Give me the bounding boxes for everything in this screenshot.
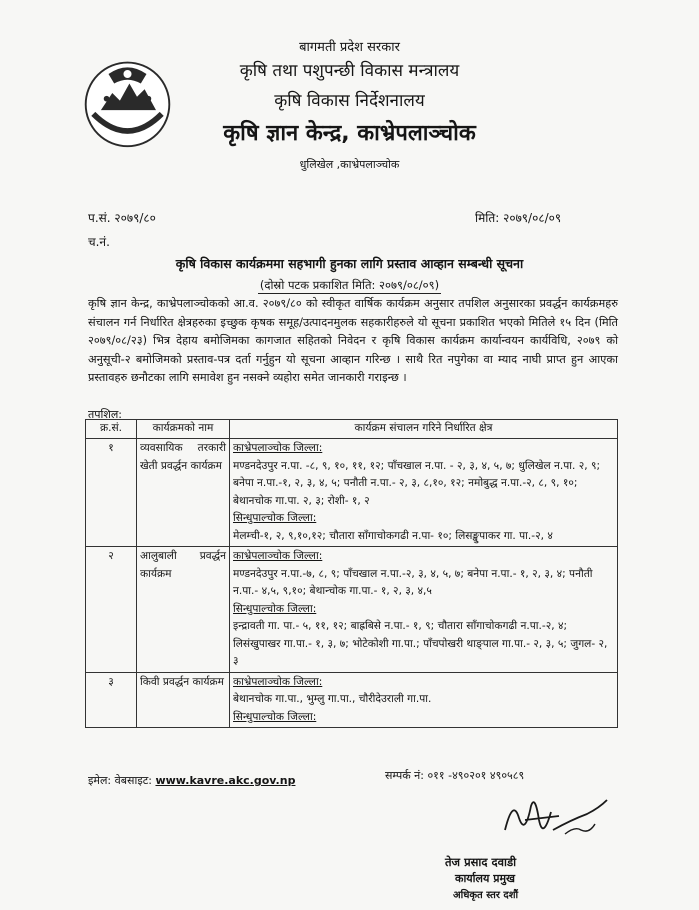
signatory-name: तेज प्रसाद दवाडी <box>445 855 517 869</box>
row-serial: ३ <box>86 672 137 728</box>
district-label: सिन्धुपाल्चोक जिल्ला: <box>233 710 317 723</box>
table-row <box>86 439 618 547</box>
schedule-label: तपशिल: <box>88 408 123 421</box>
row-serial: २ <box>86 547 137 673</box>
dispatch-number: च.नं. <box>88 235 110 249</box>
reference-number: प.सं. २०७९/८० <box>88 211 156 225</box>
row-program: व्यवसायिक तरकारी खेती प्रवर्द्धन कार्यक्रम <box>137 439 230 547</box>
notice-body: कृषि ज्ञान केन्द्र, काभ्रेपलाञ्चोकको आ.व. २०७९/८० को स्वीकृत वार्षिक कार्यक्रम अनुसार तपशिल अनुसारका प्रवर्द्धन कार्यक्रमहरु संचालन गर्न निर्धारित क्षेत्रहरुका इच्छुक कृषक समूह/उत्पादनमुलक सहकारीहरुले यो सूचना प्रकाशित भएको मितिले १५ दिन (मिति २०७९/०८/२३) भित्र देहाय बमोजिमका कागजात सहितको निवेदन र कृषि विकास कार्यक्रम कार्यान्वयन कार्यविधि, २०७९ को अनुसूची-२ बमोजिमको प्रस्ताव-पत्र दर्ता गर्नुहुन यो सूचना आव्हान गरिन्छ । साथै रित नपुगेका वा म्याद नाघी प्राप्त हुन आएका प्रस्तावहरु छनौटका लागि समावेश हुन नसक्ने व्यहोरा समेत जानकारी गराइन्छ । <box>88 297 618 384</box>
row-area <box>230 439 618 547</box>
district-areas: मण्डनदेउपुर न.पा.-७, ८, ९; पाँचखाल न.पा.-२, ३, ४, ५, ७; बनेपा न.पा.- १, २, ३, ४; पनौती न.पा.- ४,५, ९,१०; बेथान्चोक गा.पा.- १, २, ३, ४,५ <box>233 567 593 597</box>
letter-date: मिति: २०७९/०८/०९ <box>475 211 562 225</box>
district-label: सिन्धुपाल्चोक जिल्ला: <box>233 602 317 615</box>
district-label: सिन्धुपाल्चोक जिल्ला: <box>233 512 317 524</box>
header-line-3: कृषि विकास निर्देशनालय <box>274 91 425 111</box>
signature-icon <box>495 790 615 845</box>
row-area <box>230 672 618 728</box>
header-line-2: कृषि तथा पशुपन्छी विकास मन्त्रालय <box>239 61 460 81</box>
header-line-5: धुलिखेल ,काभ्रेपलाञ्चोक <box>299 158 400 171</box>
district-label: काभ्रेपलाञ्चोक जिल्ला: <box>233 442 323 454</box>
table-row <box>86 547 618 673</box>
contact-email-line <box>88 773 295 788</box>
district-label: काभ्रेपलाञ्चोक जिल्ला: <box>233 675 323 688</box>
notice-subject: कृषि विकास कार्यक्रममा सहभागी हुनका लागि प्रस्ताव आव्हान सम्बन्धी सूचना <box>175 256 524 271</box>
row-program: किवी प्रवर्द्धन कार्यक्रम <box>137 672 230 728</box>
district-areas: बेथानचोक गा.पा., भुम्लु गा.पा., चौरीदेउराली गा.पा. <box>233 693 432 705</box>
header-line-1: बागमती प्रदेश सरकार <box>299 40 400 55</box>
district-areas: मेलम्ची-१, २, ९,१०,१२; चौतारा साँगाचोकगढी न.पा- १०; लिसङ्खुपाकर गा. पा.-२, ४ <box>233 529 553 542</box>
republished-date: (दोस्रो पटक प्रकाशित मिति: २०७९/०८/०९) <box>259 278 440 292</box>
row-area <box>230 547 618 673</box>
website-link[interactable]: www.kavre.akc.gov.np <box>155 774 296 787</box>
program-table <box>85 419 618 728</box>
header-serial: क्र.सं. <box>86 420 137 439</box>
table-header-row <box>86 420 618 439</box>
table-row <box>86 672 618 728</box>
header-program: कार्यक्रमको नाम <box>137 420 230 439</box>
row-program: आलुबाली प्रवर्द्धन कार्यक्रम <box>137 547 230 673</box>
district-label: काभ्रेपलाञ्चोक जिल्ला: <box>233 550 323 562</box>
signatory-rank: अधिकृत स्तर दशौं <box>453 890 519 901</box>
email-label: इमेल: वेबसाइट: <box>88 774 152 787</box>
signatory-title: कार्यालय प्रमुख <box>455 872 516 885</box>
header-line-4: कृषि ज्ञान केन्द्र, काभ्रेपलाञ्चोक <box>223 121 476 146</box>
row-serial: १ <box>86 439 137 547</box>
contact-phone: सम्पर्क नं: ०११ -४९०२०१ ४९०५८९ <box>385 769 525 782</box>
district-areas: मण्डनदेउपुर न.पा. -८, ९, १०, ११, १२; पाँचखाल न.पा. - २, ३, ४, ५, ७; धुलिखेल न.पा. २, ९; बनेपा न.पा.-१, २, ३, ४, ५; पनौती न.पा.- २, ३, ८,१०, १२; नमोबुद्ध न.पा.-२, ८, ९, १०; बेथानचोक गा.पा. २, ३; रोशी- १, २ <box>233 459 601 507</box>
district-areas: इन्द्रावती गा. पा.- ५, ११, १२; बाह्रबिसे न.पा.- १, ९; चौतारा साँगाचोकगढी न.पा.-२, ४; लिसंखुपाखर गा.पा.- १, ३, ७; भोटेकोशी गा.पा.; पाँचपोखरी थाङ्पाल गा.पा.- २, ३, ५; जुगल- २, ३ <box>233 620 608 667</box>
header-area: कार्यक्रम संचालन गरिने निर्धारित क्षेत्र <box>230 420 618 439</box>
